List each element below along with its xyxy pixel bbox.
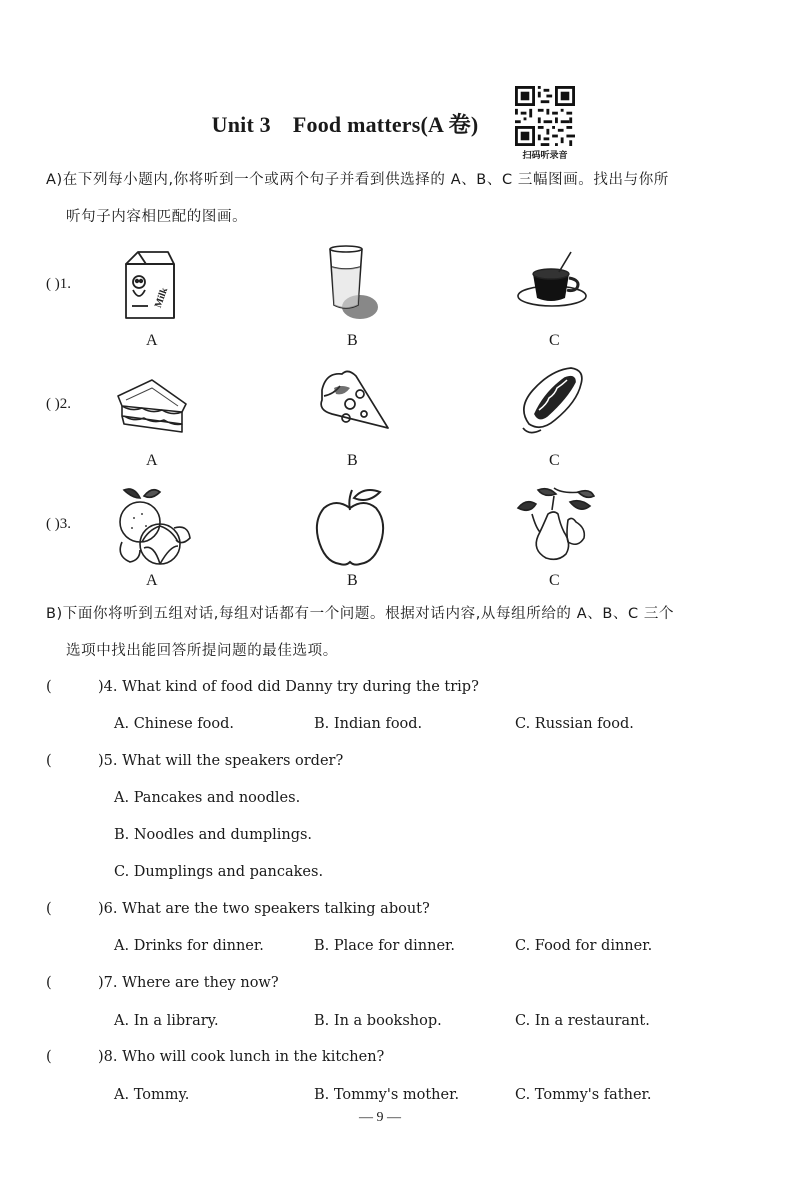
question-7-paren: ( bbox=[46, 975, 52, 991]
question-5-option-b[interactable]: B. Noodles and dumplings. bbox=[114, 827, 313, 843]
option-letter-3c: C bbox=[549, 572, 560, 589]
unit-name: Food matters(A 卷) bbox=[292, 112, 479, 137]
pizza-slice-icon bbox=[312, 366, 392, 438]
question-7[interactable] bbox=[46, 975, 279, 991]
question-5-option-a[interactable]: A. Pancakes and noodles. bbox=[114, 790, 301, 806]
question-8-option-b[interactable]: B. Tommy's mother. bbox=[314, 1087, 460, 1103]
question-4-option-b[interactable]: B. Indian food. bbox=[314, 716, 423, 732]
question-6-text: )6. What are the two speakers talking about? bbox=[98, 901, 430, 917]
question-2-label[interactable]: ( )2. bbox=[46, 396, 71, 412]
section-a-instruction-line1: A)在下列每小题内,你将听到一个或两个句子并看到供选择的 A、B、C 三幅图画。找出与你所 bbox=[46, 172, 669, 188]
question-8-text: )8. Who will cook lunch in the kitchen? bbox=[98, 1049, 385, 1065]
question-3-label[interactable]: ( )3. bbox=[46, 516, 71, 532]
question-4[interactable] bbox=[46, 679, 479, 695]
unit-number: Unit 3 bbox=[211, 112, 271, 137]
option-letter-3a: A bbox=[146, 572, 158, 589]
question-7-text: )7. Where are they now? bbox=[98, 975, 279, 991]
coffee-cup-icon bbox=[515, 246, 589, 312]
hot-dog-icon bbox=[515, 362, 589, 442]
question-6-option-c[interactable]: C. Food for dinner. bbox=[515, 938, 653, 954]
option-letter-1a: A bbox=[146, 332, 158, 349]
option-letter-2b: B bbox=[347, 452, 358, 469]
option-letter-3b: B bbox=[347, 572, 358, 589]
question-4-option-a[interactable]: A. Chinese food. bbox=[114, 716, 235, 732]
section-a-instruction-line2: 听句子内容相匹配的图画。 bbox=[66, 209, 248, 225]
question-5-option-c[interactable]: C. Dumplings and pancakes. bbox=[114, 864, 324, 880]
question-7-option-b[interactable]: B. In a bookshop. bbox=[314, 1013, 442, 1029]
glass-of-water-icon bbox=[322, 245, 380, 325]
question-6-option-a[interactable]: A. Drinks for dinner. bbox=[114, 938, 264, 954]
page-title bbox=[0, 108, 690, 139]
question-5-paren: ( bbox=[46, 753, 52, 769]
question-5[interactable] bbox=[46, 753, 343, 769]
question-5-text: )5. What will the speakers order? bbox=[98, 753, 344, 769]
question-8-paren: ( bbox=[46, 1049, 52, 1065]
sandwich-icon bbox=[112, 376, 192, 434]
milk-label: Milk bbox=[152, 286, 171, 310]
milk-carton-icon bbox=[118, 248, 180, 322]
oranges-icon bbox=[112, 484, 194, 570]
question-4-paren: ( bbox=[46, 679, 52, 695]
question-6-paren: ( bbox=[46, 901, 52, 917]
apple-icon bbox=[312, 484, 388, 570]
question-4-option-c[interactable]: C. Russian food. bbox=[515, 716, 634, 732]
question-6[interactable] bbox=[46, 901, 430, 917]
section-b-instruction-line2: 选项中找出能回答所提问题的最佳选项。 bbox=[66, 643, 338, 659]
option-letter-2c: C bbox=[549, 452, 560, 469]
pears-icon bbox=[512, 484, 596, 564]
question-8[interactable] bbox=[46, 1049, 384, 1065]
option-letter-1c: C bbox=[549, 332, 560, 349]
question-7-option-c[interactable]: C. In a restaurant. bbox=[515, 1013, 650, 1029]
question-1-label[interactable]: ( )1. bbox=[46, 276, 71, 292]
question-7-option-a[interactable]: A. In a library. bbox=[114, 1013, 219, 1029]
page-number: — 9 — bbox=[359, 1110, 401, 1125]
question-8-option-c[interactable]: C. Tommy's father. bbox=[515, 1087, 652, 1103]
question-4-text: )4. What kind of food did Danny try during the trip? bbox=[98, 679, 479, 695]
qr-caption: 扫码听录音 bbox=[522, 151, 568, 161]
option-letter-1b: B bbox=[347, 332, 358, 349]
option-letter-2a: A bbox=[146, 452, 158, 469]
qr-code-icon[interactable] bbox=[515, 86, 575, 146]
section-b-instruction-line1: B)下面你将听到五组对话,每组对话都有一个问题。根据对话内容,从每组所给的 A、B、C 三个 bbox=[46, 606, 675, 622]
question-6-option-b[interactable]: B. Place for dinner. bbox=[314, 938, 455, 954]
question-8-option-a[interactable]: A. Tommy. bbox=[114, 1087, 190, 1103]
